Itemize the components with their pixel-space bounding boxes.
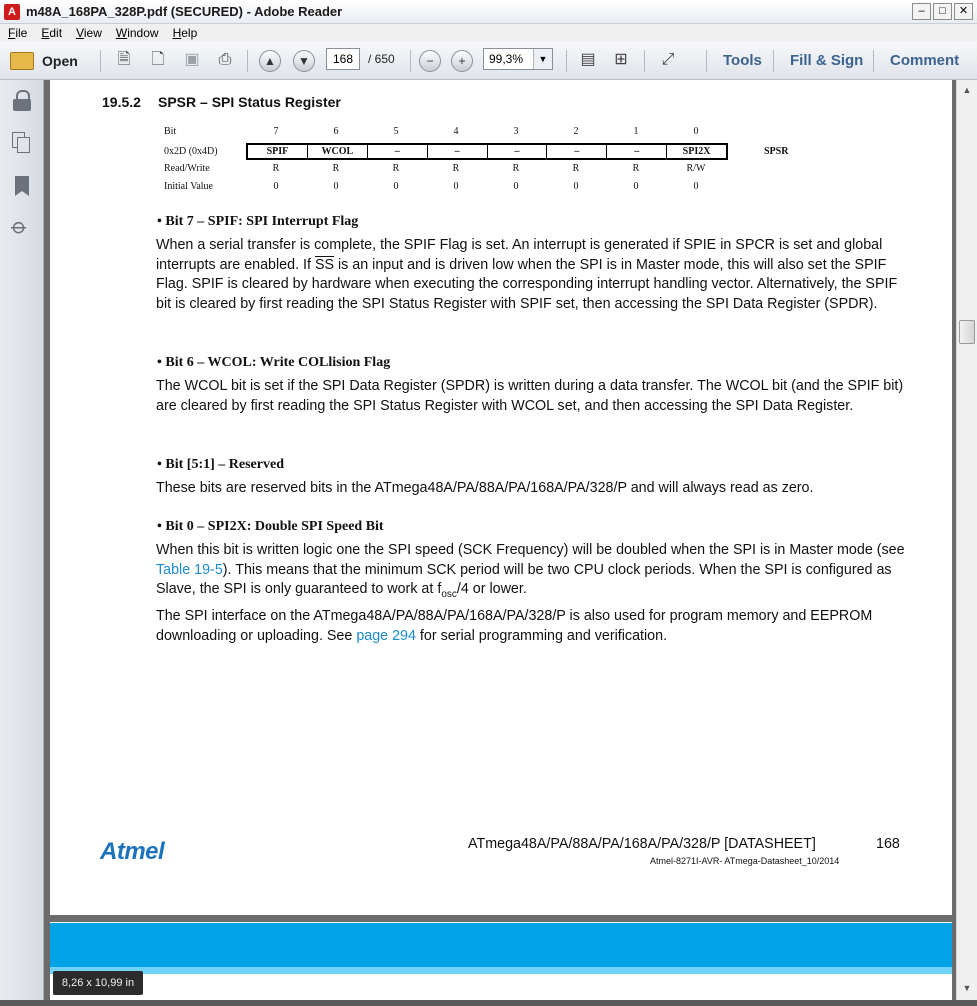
- section-title: SPSR – SPI Status Register: [158, 94, 341, 110]
- register-name: SPSR: [764, 146, 789, 157]
- bit6-description: The WCOL bit is set if the SPI Data Register (SPDR) is written during a data transfer. The WCOL bit (and the SPIF bit) are cleared by first reading the SPI Status Register with WCOL set, and then accessing the SPI Data Register.: [156, 378, 904, 414]
- zoom-out-button[interactable]: −: [419, 50, 441, 72]
- toolbar-separator: [247, 50, 248, 72]
- bit-number: 5: [393, 126, 399, 137]
- create-pdf-icon[interactable]: 🗎: [117, 51, 131, 68]
- fit-width-icon[interactable]: ⊞: [614, 51, 628, 68]
- save-icon[interactable]: ▣: [184, 51, 200, 68]
- bit-number: 2: [573, 126, 579, 137]
- next-page-button[interactable]: ▼: [293, 50, 315, 72]
- register-field: –: [547, 145, 607, 158]
- menu-file[interactable]: File: [8, 26, 28, 40]
- bit-number: 0: [693, 126, 699, 137]
- chevron-down-icon[interactable]: ▼: [533, 49, 552, 69]
- initial-value: 0: [273, 181, 279, 192]
- initial-value: 0: [693, 181, 699, 192]
- previous-page-button[interactable]: ▲: [259, 50, 281, 72]
- rw-value: R: [632, 163, 640, 174]
- fill-sign-pane-link[interactable]: Fill & Sign: [790, 52, 864, 69]
- full-screen-icon[interactable]: ⤢: [661, 51, 675, 68]
- adobe-reader-icon: A: [4, 4, 20, 20]
- header-band: [50, 923, 952, 967]
- comment-pane-link[interactable]: Comment: [890, 52, 960, 69]
- initial-value-label: Initial Value: [164, 181, 213, 192]
- bits51-heading: • Bit [5:1] – Reserved: [157, 457, 284, 472]
- bit0-heading: • Bit 0 – SPI2X: Double SPI Speed Bit: [157, 519, 384, 534]
- section-heading: [102, 94, 341, 110]
- rw-value: R: [272, 163, 280, 174]
- atmel-logo: Atmel: [100, 838, 165, 865]
- document-view[interactable]: [44, 80, 956, 1000]
- read-write-label: Read/Write: [164, 163, 210, 174]
- footer-page-number: 168: [876, 836, 900, 852]
- toolbar-separator: [644, 50, 645, 72]
- toolbar-separator: [566, 50, 567, 72]
- initial-value: 0: [513, 181, 519, 192]
- spi-interface-paragraph: The SPI interface on the ATmega48A/PA/88A/PA/168A/PA/328/P is also used for program memory and EEPROM downloading or uploading. See page 294 for serial programming and verification.: [156, 608, 873, 644]
- tools-pane-link[interactable]: Tools: [723, 52, 762, 69]
- section-number: 19.5.2: [102, 94, 141, 110]
- bit-number: 4: [453, 126, 459, 137]
- page-294-link[interactable]: page 294: [356, 627, 416, 644]
- open-button[interactable]: [10, 48, 90, 74]
- zoom-in-button[interactable]: +: [451, 50, 473, 72]
- bit7-description: When a serial transfer is complete, the SPIF Flag is set. An interrupt is generated if SPIE in SPCR is set and global interrupts are enabled. If $\overline{SS}$ is an input and is driven low when the SPI is in Master mode, this will also set the SPIF Flag. SPIF is cleared by hardware when executing the corresponding interrupt handling vector. Alternatively, the SPIF bit is cleared by first reading the SPI Status Register with SPIF set, then accessing the SPI Data Register (SPDR).: [156, 237, 898, 312]
- table-19-5-link[interactable]: Table 19-5: [156, 561, 223, 578]
- register-field: –: [428, 145, 488, 158]
- bit6-heading: • Bit 6 – WCOL: Write COLlision Flag: [157, 355, 391, 370]
- menu-help[interactable]: Help: [172, 26, 198, 40]
- menu-bar: [0, 24, 977, 42]
- toolbar-separator: [773, 50, 774, 72]
- maximize-button[interactable]: □: [933, 3, 952, 20]
- rw-value: R: [392, 163, 400, 174]
- rw-value: R: [452, 163, 460, 174]
- pdf-page: [50, 80, 952, 915]
- toolbar-separator: [100, 50, 101, 72]
- open-label: Open: [42, 53, 78, 69]
- register-field: –: [488, 145, 548, 158]
- navigation-panel: [0, 80, 44, 1000]
- register-address: 0x2D (0x4D): [164, 146, 218, 157]
- page-number-input[interactable]: 168: [326, 48, 360, 70]
- initial-value: 0: [633, 181, 639, 192]
- bit0-description: When this bit is written logic one the SPI speed (SCK Frequency) will be doubled when the SPI is in Master mode (see Table 19-5). This means that the minimum SCK period will be two CPU clock periods. When the SPI is configured as Slave, the SPI is only guaranteed to work at $f_{osc}/4$ or lower.: [156, 542, 905, 601]
- fit-page-icon[interactable]: ▤: [580, 51, 596, 68]
- initial-value: 0: [393, 181, 399, 192]
- register-field: SPIF: [248, 145, 308, 158]
- export-pdf-icon[interactable]: 🗋: [151, 51, 165, 68]
- register-field: WCOL: [308, 145, 368, 158]
- ss-signal: $\overline{SS}$: [314, 256, 335, 273]
- bit-number: 7: [273, 126, 279, 137]
- bit-label: Bit: [164, 126, 177, 137]
- rw-value: R: [512, 163, 520, 174]
- menu-edit[interactable]: Edit: [41, 26, 63, 40]
- toolbar-separator: [410, 50, 411, 72]
- window-title: m48A_168PA_328P.pdf (SECURED) - Adobe Reader: [26, 4, 343, 19]
- lock-icon[interactable]: [12, 90, 32, 112]
- rw-value: R: [332, 163, 340, 174]
- register-field: –: [607, 145, 667, 158]
- next-pdf-page: [50, 922, 952, 1000]
- scroll-up-icon[interactable]: ▲: [962, 85, 972, 95]
- bit-number: 1: [633, 126, 639, 137]
- close-button[interactable]: ✕: [954, 3, 973, 20]
- scroll-thumb[interactable]: [959, 320, 975, 344]
- zoom-value: 99,3%: [489, 52, 524, 66]
- page-total: / 650: [368, 52, 395, 66]
- paperclip-icon[interactable]: ⌀: [6, 212, 34, 240]
- menu-window[interactable]: Window: [115, 26, 159, 40]
- title-bar: [0, 0, 977, 24]
- footer-title: ATmega48A/PA/88A/PA/168A/PA/328/P [DATASHEET]: [468, 836, 816, 852]
- menu-view[interactable]: View: [76, 26, 102, 40]
- page-thumbnails-icon[interactable]: [12, 132, 32, 154]
- page-size-indicator: 8,26 x 10,99 in: [53, 971, 143, 995]
- bit-number: 3: [513, 126, 519, 137]
- zoom-select[interactable]: [483, 48, 553, 70]
- bookmark-icon[interactable]: [12, 176, 32, 198]
- footer-document-id: Atmel-8271I-AVR- ATmega-Datasheet_10/2014: [650, 856, 840, 866]
- initial-value: 0: [453, 181, 459, 192]
- minimize-button[interactable]: –: [912, 3, 931, 20]
- header-band-light: [50, 967, 952, 974]
- bits51-description: These bits are reserved bits in the ATmega48A/PA/88A/PA/168A/PA/328/P and will always read as zero.: [156, 480, 814, 496]
- scroll-down-icon[interactable]: ▼: [962, 983, 972, 993]
- rw-value: R/W: [686, 163, 706, 174]
- register-fields: [246, 143, 728, 160]
- register-field: –: [368, 145, 428, 158]
- initial-value: 0: [573, 181, 579, 192]
- print-icon[interactable]: ⎙: [218, 51, 232, 68]
- bit7-heading: • Bit 7 – SPIF: SPI Interrupt Flag: [157, 214, 359, 229]
- initial-value: 0: [333, 181, 339, 192]
- rw-value: R: [572, 163, 580, 174]
- bit-number: 6: [333, 126, 339, 137]
- toolbar-separator: [706, 50, 707, 72]
- folder-icon: [10, 52, 34, 70]
- register-field: SPI2X: [682, 146, 711, 157]
- toolbar-separator: [873, 50, 874, 72]
- vertical-scrollbar[interactable]: [956, 80, 977, 1000]
